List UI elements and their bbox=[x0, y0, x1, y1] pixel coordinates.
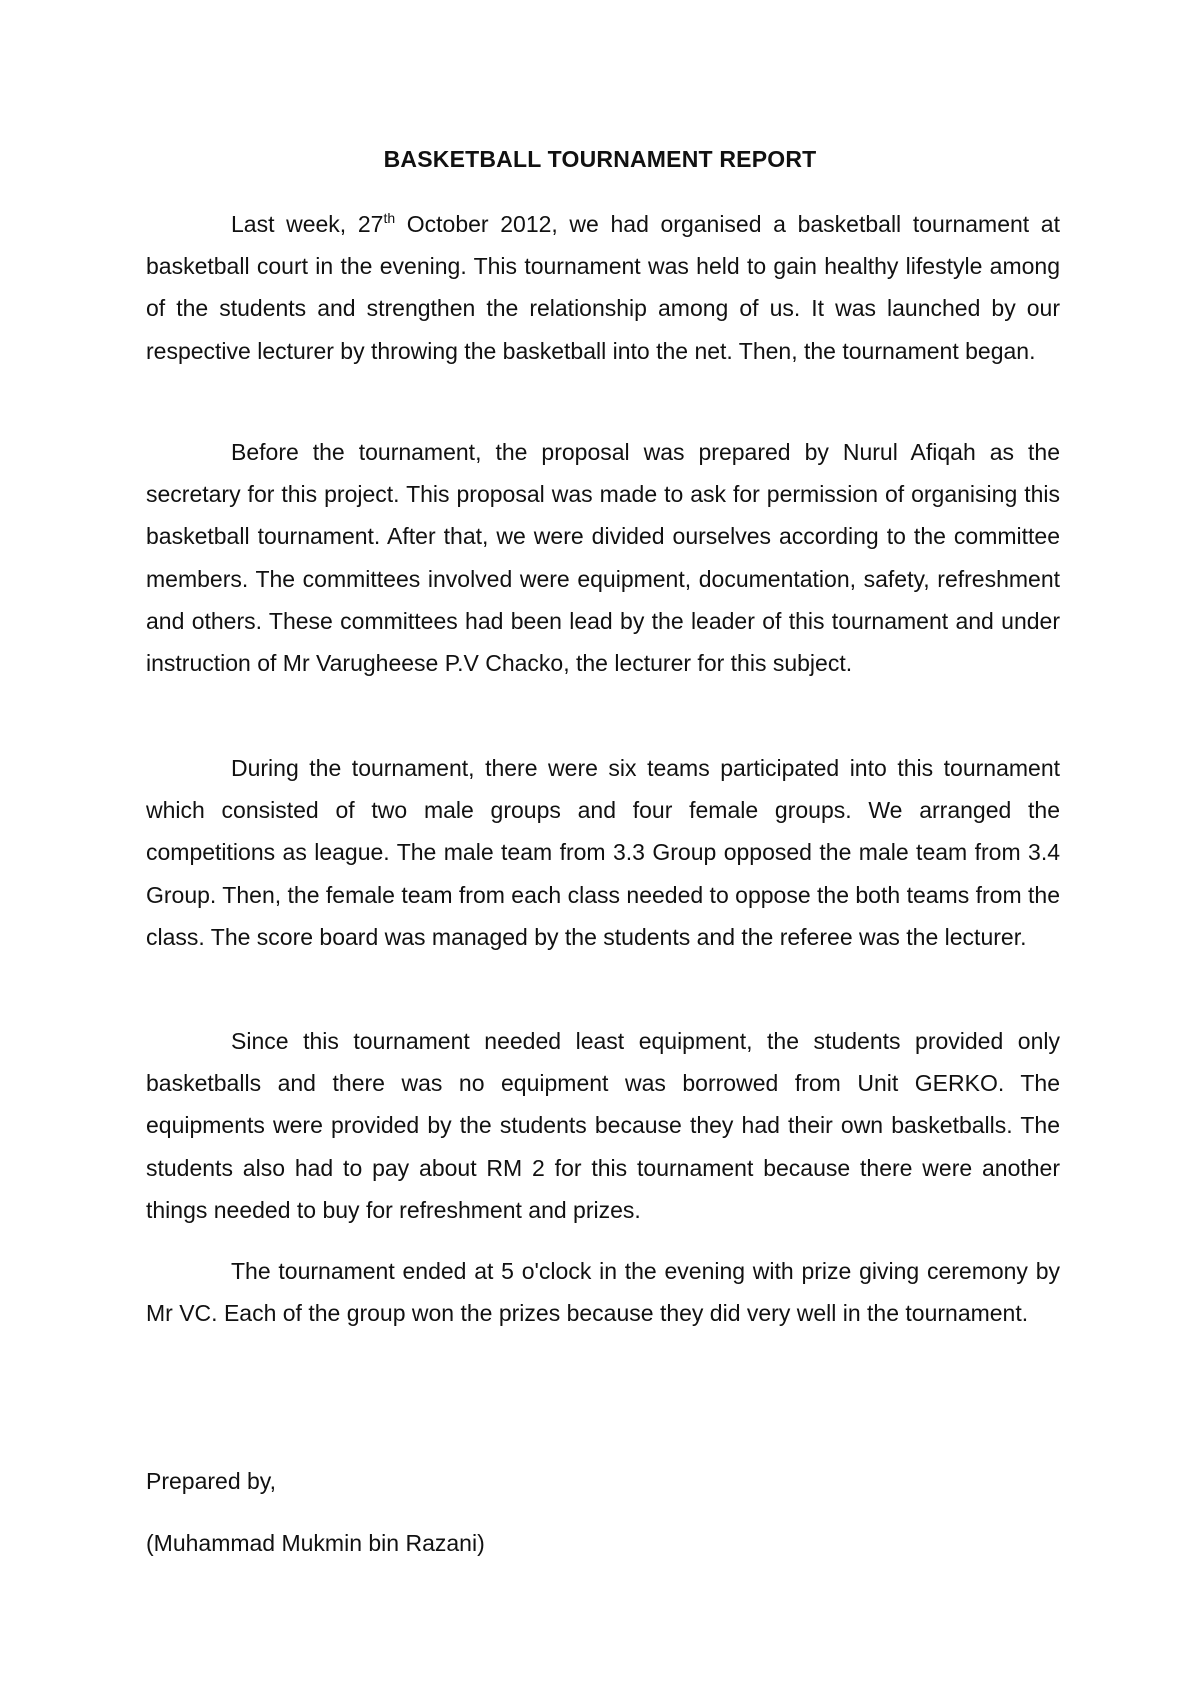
paragraph-preparation: Before the tournament, the proposal was prepared by Nurul Afiqah as the secretary for this project. This proposal was made to ask for permission of organising this basketball tournament. After that, we were divided ourselves according to the committee members. The committees involved were equipment, documentation, safety, refreshment and others. These committees had been lead by the leader of this tournament and under instruction of Mr Varugheese P.V Chacko, the lecturer for this subject. bbox=[146, 439, 1060, 677]
paragraph-introduction bbox=[146, 203, 1060, 372]
document-title: BASKETBALL TOURNAMENT REPORT bbox=[383, 146, 817, 172]
paragraph-conclusion: The tournament ended at 5 o'clock in the evening with prize giving ceremony by Mr VC. Each of the group won the prizes because they did very well in the tournament. bbox=[146, 1258, 1060, 1327]
paragraph-introduction-rest: October 2012, we had organised a basketball tournament at basketball court in the evening. This tournament was held to gain healthy lifestyle among of the students and strengthen the relationship among of us. It was launched by our respective lecturer by throwing the basketball into the net. Then, the tournament began. bbox=[146, 211, 1060, 364]
paragraph-introduction-start: Last week, 27 bbox=[231, 211, 384, 237]
paragraph-competition: During the tournament, there were six teams participated into this tournament which consisted of two male groups and four female groups. We arranged the competitions as league. The male team from 3.3 Group opposed the male team from 3.4 Group. Then, the female team from each class needed to oppose the both teams from the class. The score board was managed by the students and the referee was the lecturer. bbox=[146, 755, 1060, 950]
prepared-by-label: Prepared by, bbox=[146, 1468, 276, 1494]
ordinal-suffix: th bbox=[383, 210, 396, 226]
author-name: (Muhammad Mukmin bin Razani) bbox=[146, 1530, 485, 1556]
paragraph-equipment: Since this tournament needed least equipment, the students provided only basketballs and there was no equipment was borrowed from Unit GERKO. The equipments were provided by the students because they had their own basketballs. The students also had to pay about RM 2 for this tournament because there were another things needed to buy for refreshment and prizes. bbox=[146, 1028, 1060, 1223]
